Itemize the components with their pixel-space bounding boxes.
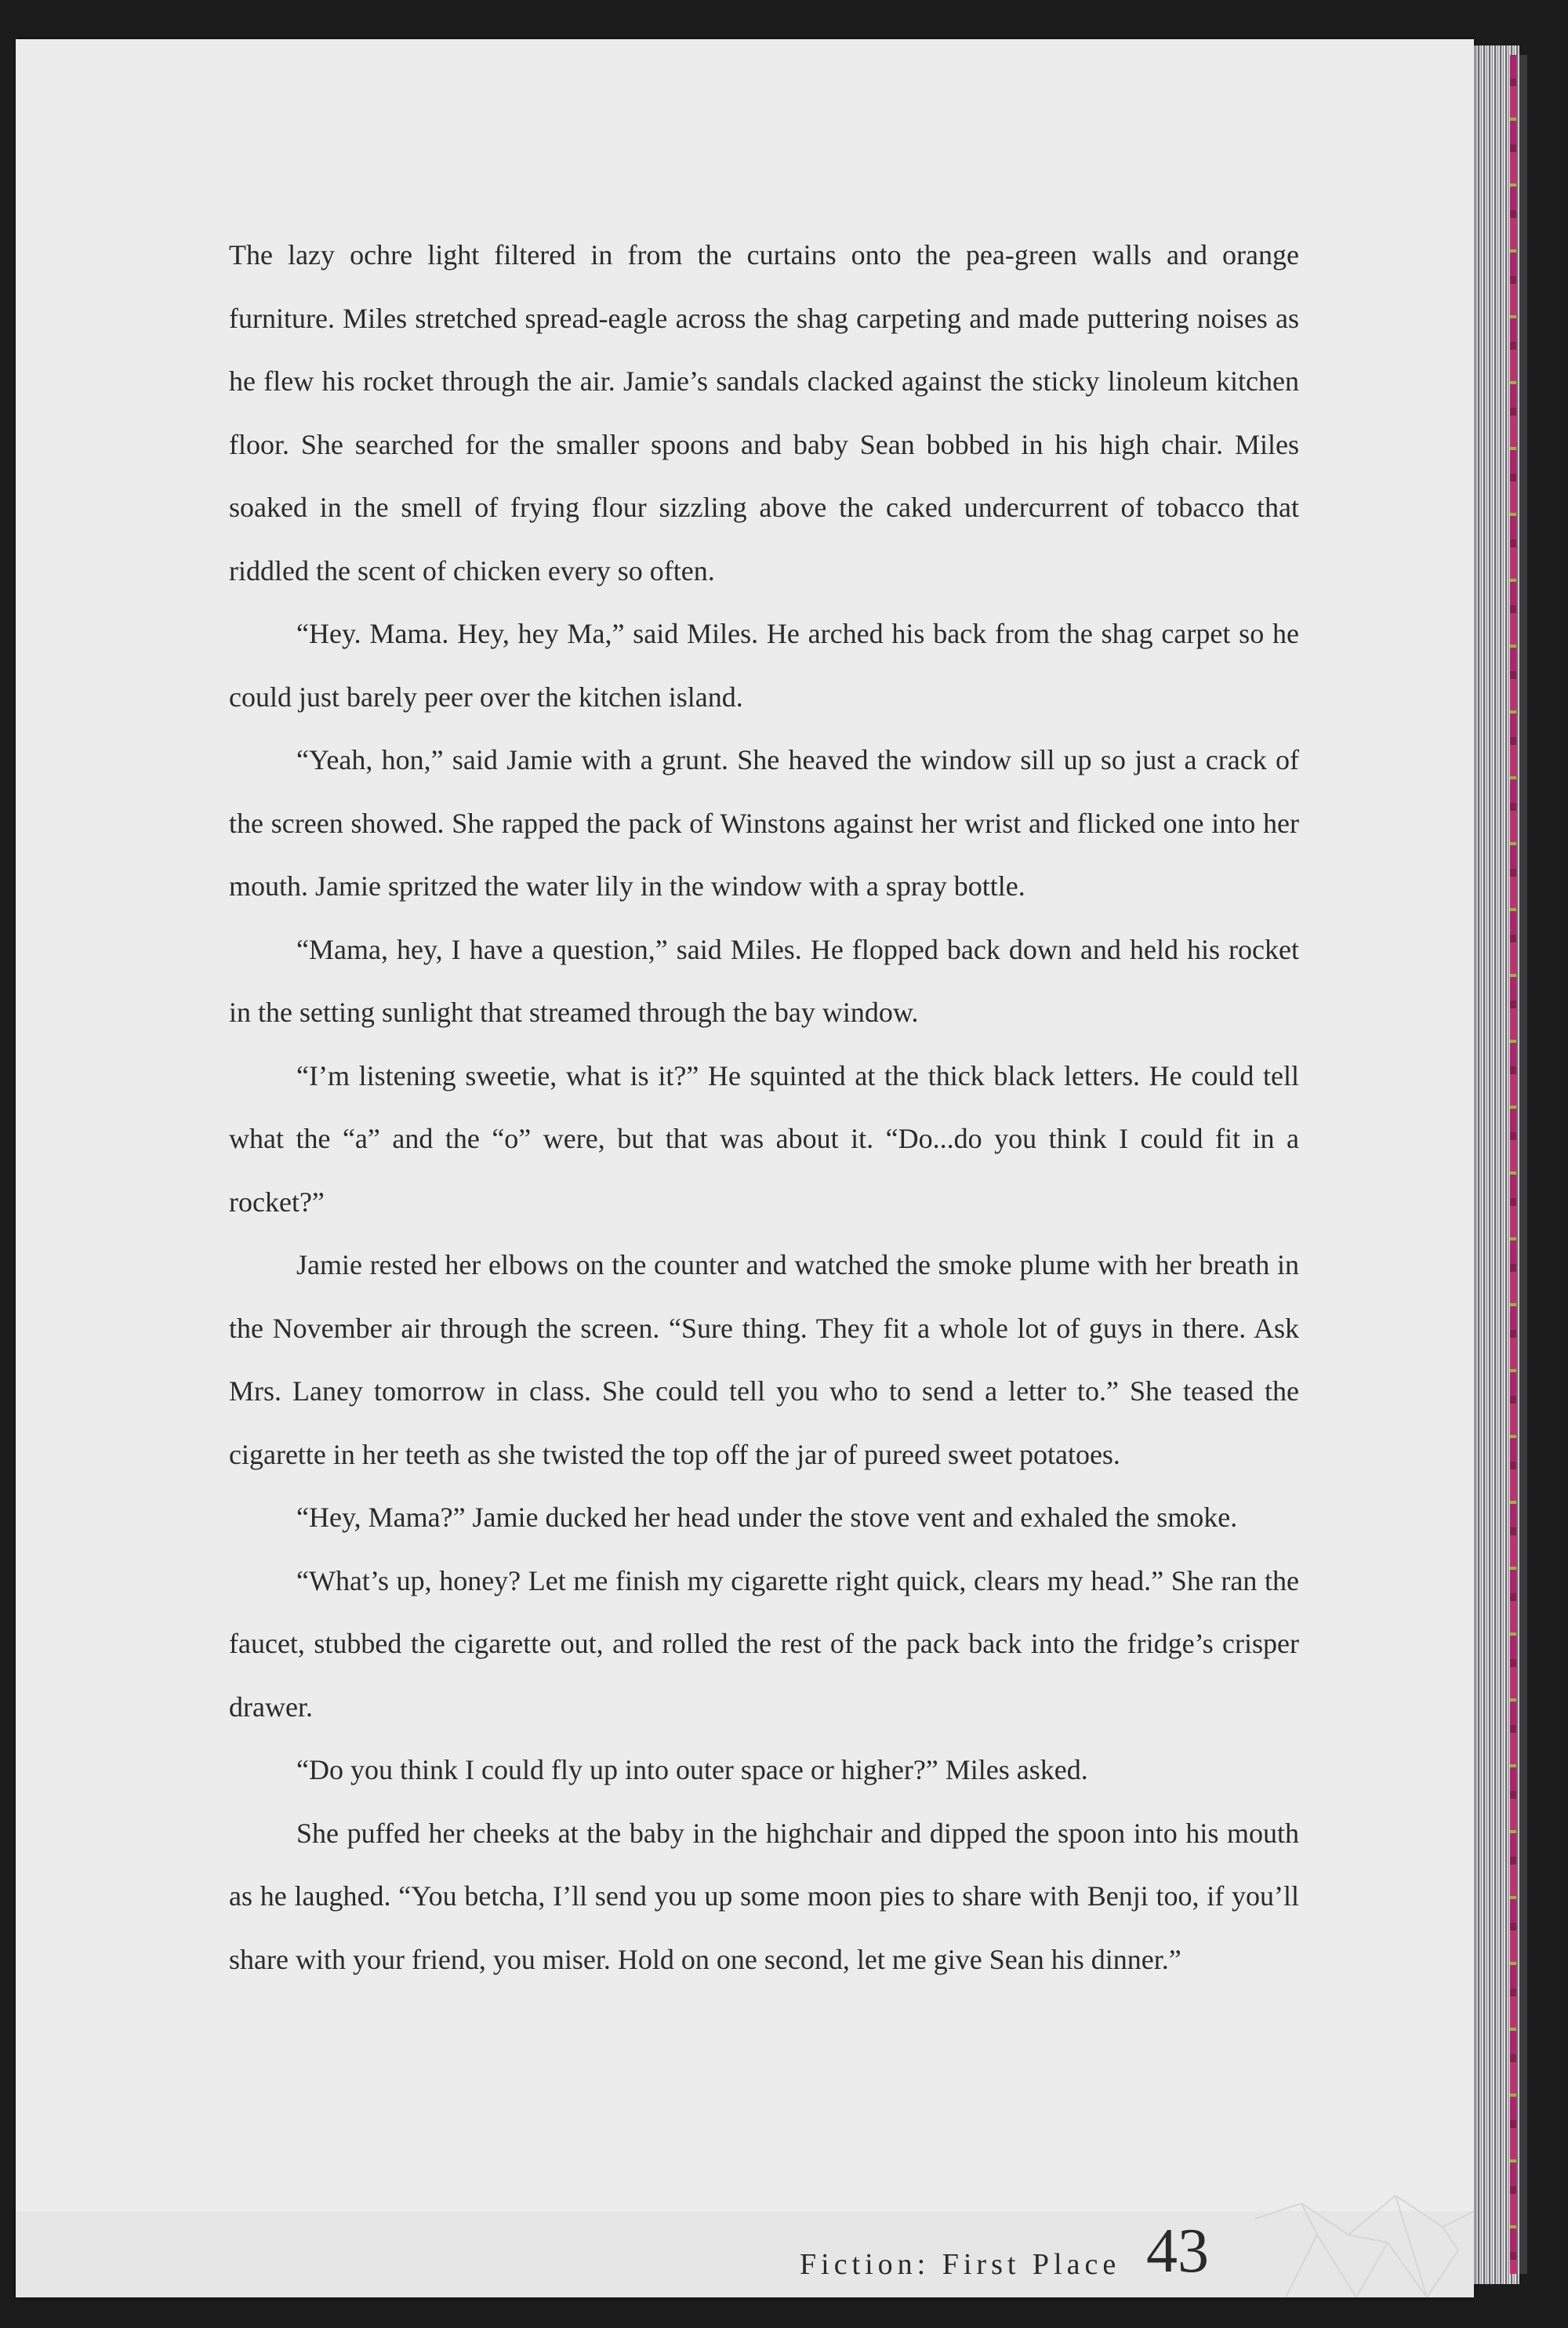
paragraph: “I’m listening sweetie, what is it?” He squinted at the thick black letters. He could tell what the “a” and the “o” were, but that was about it. “Do...do you think I could fit in a rocket?”: [229, 1059, 1299, 1218]
page-number: 43: [1146, 2217, 1209, 2286]
paragraph: The lazy ochre light filtered in from the curtains onto the pea-green walls and orange furniture. Miles stretched spread-eagle across the shag carpeting and made puttering noises as he flew his rocket through the air. Jamie’s sandals clacked against the sticky linoleum kitchen floor. She searched for the smaller spoons and baby Sean bobbed in his high chair. Miles soaked in the smell of frying flour sizzling above the caked undercurrent of tobacco that riddled the scent of chicken every so often.: [229, 239, 1299, 587]
paragraph: “Mama, hey, I have a question,” said Miles. He flopped back down and held his rocket in the setting sunlight that streamed through the bay window.: [229, 933, 1299, 1028]
story-text: [229, 223, 1299, 1991]
paragraph: She puffed her cheeks at the baby in the highchair and dipped the spoon into his mouth as he laughed. “You betcha, I’ll send you up some moon pies to share with Benji too, if you’ll share with your friend, you miser. Hold on one second, let me give Sean his dinner.”: [229, 1817, 1299, 1975]
paragraph: “Yeah, hon,” said Jamie with a grunt. She heaved the window sill up so just a crack of the screen showed. She rapped the pack of Winstons against her wrist and flicked one into her mouth. Jamie spritzed the water lily in the window with a spray bottle.: [229, 744, 1299, 902]
section-label: Fiction: First Place: [800, 2248, 1121, 2281]
paragraph: “Hey, Mama?” Jamie ducked her head under the stove vent and exhaled the smoke.: [296, 1502, 1238, 1533]
paragraph: Jamie rested her elbows on the counter and watched the smoke plume with her breath in the November air through the screen. “Sure thing. They fit a whole lot of guys in there. Ask Mrs. Laney tomorrow in class. She could tell you who to send a letter to.” She teased the cigarette in her teeth as she twisted the top off the jar of pureed sweet potatoes.: [229, 1249, 1299, 1470]
page-edge-shadow: [1519, 55, 1527, 2274]
paragraph: “Hey. Mama. Hey, hey Ma,” said Miles. He arched his back from the shag carpet so he could just barely peer over the kitchen island.: [229, 618, 1299, 713]
paragraph: “What’s up, honey? Let me finish my cigarette right quick, clears my head.” She ran the faucet, stubbed the cigarette out, and rolled the rest of the pack back into the fridge’s crisper drawer.: [229, 1564, 1299, 1723]
page-edge-color-stripe: [1510, 55, 1516, 2274]
paragraph: “Do you think I could fly up into outer space or higher?” Miles asked.: [296, 1754, 1088, 1785]
geometric-decoration-icon: [1254, 2188, 1474, 2297]
